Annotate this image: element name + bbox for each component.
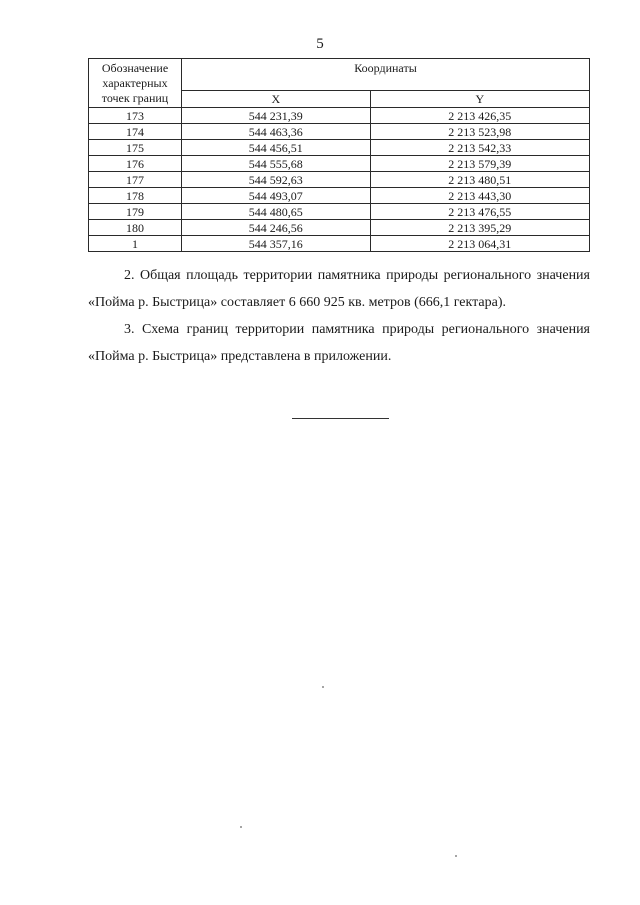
y-column-header: Y: [370, 91, 589, 108]
page-number: 5: [316, 36, 324, 52]
closing-separator-line: [292, 418, 389, 419]
x-cell: 544 493,07: [182, 188, 371, 204]
x-cell: 544 592,63: [182, 172, 371, 188]
point-cell: 173: [89, 108, 182, 124]
y-cell: 2 213 579,39: [370, 156, 589, 172]
table-row: [89, 172, 590, 188]
scan-speck: [455, 855, 457, 857]
y-cell: 2 213 395,29: [370, 220, 589, 236]
coordinates-header: Координаты: [182, 59, 590, 91]
x-cell: 544 463,36: [182, 124, 371, 140]
y-cell: 2 213 542,33: [370, 140, 589, 156]
point-cell: 1: [89, 236, 182, 252]
coordinates-table: [88, 58, 590, 252]
y-cell: 2 213 523,98: [370, 124, 589, 140]
y-cell: 2 213 480,51: [370, 172, 589, 188]
table-row: [89, 236, 590, 252]
scan-speck: [322, 686, 324, 688]
paragraph-boundary-scheme-text: 3. Схема границ территории памятника природы регионального значения «Пойма р. Быстрица» представлена в приложении.: [88, 322, 590, 364]
x-cell: 544 231,39: [182, 108, 371, 124]
x-column-header: X: [182, 91, 371, 108]
y-cell: 2 213 443,30: [370, 188, 589, 204]
point-cell: 177: [89, 172, 182, 188]
x-cell: 544 555,68: [182, 156, 371, 172]
table-row: [89, 188, 590, 204]
point-cell: 175: [89, 140, 182, 156]
table-row: [89, 124, 590, 140]
table-header-row: [89, 59, 590, 91]
point-cell: 179: [89, 204, 182, 220]
table-row: [89, 220, 590, 236]
y-cell: 2 213 426,35: [370, 108, 589, 124]
point-designation-header: Обозначение характерных точек границ: [89, 59, 182, 108]
table-row: [89, 140, 590, 156]
y-cell: 2 213 064,31: [370, 236, 589, 252]
table-row: [89, 156, 590, 172]
table-row: [89, 204, 590, 220]
x-cell: 544 357,16: [182, 236, 371, 252]
paragraph-boundary-scheme: [88, 316, 590, 370]
x-cell: 544 480,65: [182, 204, 371, 220]
x-cell: 544 246,56: [182, 220, 371, 236]
scan-speck: [240, 826, 242, 828]
paragraph-total-area: [88, 262, 590, 316]
y-cell: 2 213 476,55: [370, 204, 589, 220]
paragraph-total-area-text: 2. Общая площадь территории памятника природы регионального значения «Пойма р. Быстрица» составляет 6 660 925 кв. метров (666,1 гектара).: [88, 268, 590, 310]
point-cell: 176: [89, 156, 182, 172]
point-cell: 178: [89, 188, 182, 204]
table-row: [89, 108, 590, 124]
point-cell: 174: [89, 124, 182, 140]
x-cell: 544 456,51: [182, 140, 371, 156]
point-cell: 180: [89, 220, 182, 236]
